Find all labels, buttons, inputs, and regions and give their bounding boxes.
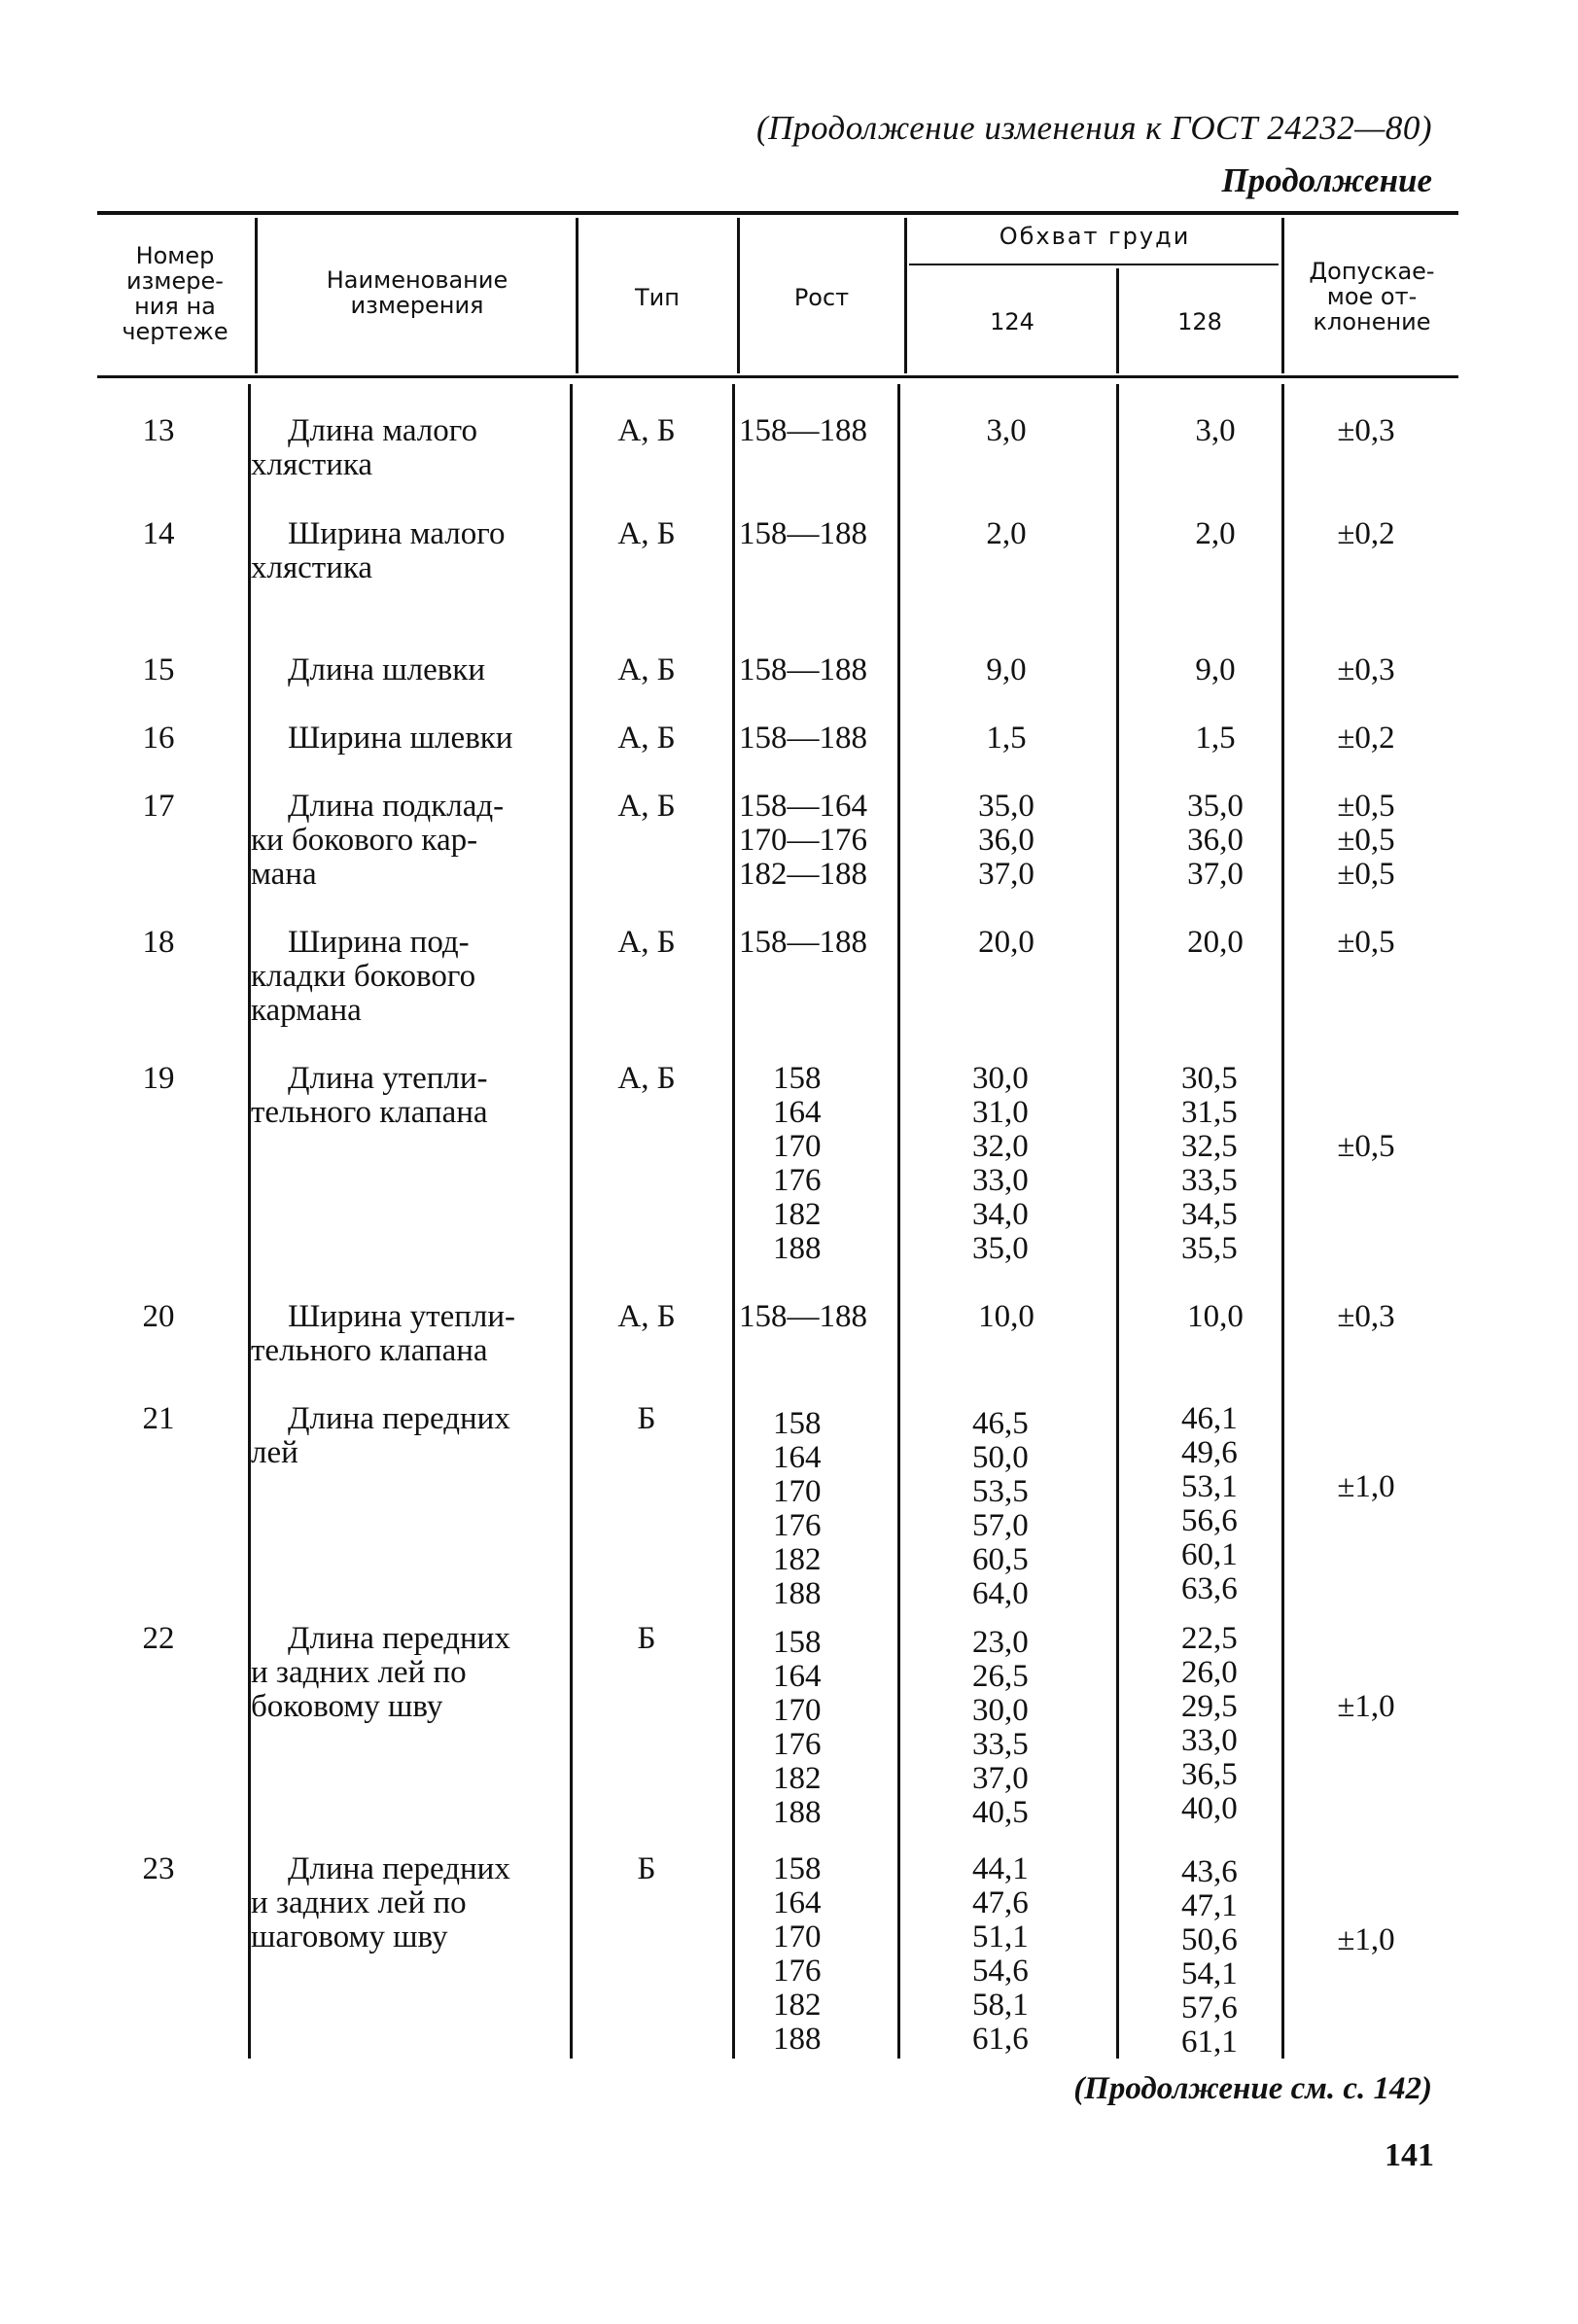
row-chest-128: 30,5 31,5 32,5 33,5 34,5 35,5 — [1181, 1061, 1238, 1266]
row-number: 18 — [142, 925, 175, 960]
col-header-chest-group: Обхват груди — [999, 223, 1191, 250]
row-type: А, Б — [617, 1061, 676, 1096]
row-chest-124: 9,0 — [986, 652, 1027, 687]
table-top-rule — [97, 211, 1458, 215]
row-tolerance: ±1,0 — [1337, 1689, 1395, 1724]
row-chest-124: 46,5 50,0 53,5 57,0 60,5 64,0 — [972, 1406, 1029, 1611]
row-chest-124: 1,5 — [986, 721, 1027, 756]
row-chest-124: 23,0 26,5 30,0 33,5 37,0 40,5 — [972, 1625, 1029, 1830]
row-chest-124: 35,0 36,0 37,0 — [978, 789, 1034, 892]
row-name: Длина передних лей — [251, 1401, 510, 1470]
row-height: 158—164 170—176 182—188 — [739, 789, 867, 892]
row-number: 14 — [142, 516, 175, 551]
row-type: А, Б — [617, 721, 676, 756]
row-height: 158 164 170 176 182 188 — [773, 1625, 822, 1830]
header-col-divider — [255, 218, 258, 373]
row-name: Длина подклад- ки бокового кар- мана — [251, 789, 505, 892]
row-name: Ширина утепли- тельного клапана — [251, 1299, 516, 1368]
row-chest-128: 35,0 36,0 37,0 — [1187, 789, 1244, 892]
col-header-name: Наименование измерения — [326, 266, 508, 319]
row-tolerance: ±0,3 — [1337, 652, 1395, 687]
row-chest-124: 2,0 — [986, 516, 1027, 551]
row-chest-124: 20,0 — [978, 925, 1034, 960]
col-header-tolerance: Допускае- мое от- клонение — [1309, 258, 1435, 335]
row-chest-128: 22,5 26,0 29,5 33,0 36,5 40,0 — [1181, 1621, 1238, 1826]
row-height: 158 164 170 176 182 188 — [773, 1406, 822, 1611]
header-col-divider — [576, 218, 579, 373]
row-chest-128: 20,0 — [1187, 925, 1244, 960]
header-col-divider — [1116, 268, 1119, 373]
row-chest-128: 46,1 49,6 53,1 56,6 60,1 63,6 — [1181, 1401, 1238, 1606]
header-col-divider — [1281, 218, 1284, 373]
row-type: Б — [637, 1401, 656, 1436]
row-number: 23 — [142, 1851, 175, 1886]
row-name: Длина передних и задних лей по боковому шву — [251, 1621, 510, 1724]
row-type: А, Б — [617, 1299, 676, 1334]
row-height: 158—188 — [739, 652, 867, 687]
row-chest-128: 9,0 — [1195, 652, 1236, 687]
chest-group-rule — [909, 264, 1279, 265]
row-type: А, Б — [617, 652, 676, 687]
col-header-chest-128: 128 — [1177, 308, 1222, 335]
body-col-divider — [732, 384, 735, 2059]
row-number: 15 — [142, 652, 175, 687]
continued-on-page-note: (Продолжение см. с. 142) — [1073, 2071, 1432, 2106]
row-type: А, Б — [617, 925, 676, 960]
body-col-divider — [1116, 384, 1119, 2059]
row-chest-124: 44,1 47,6 51,1 54,6 58,1 61,6 — [972, 1851, 1029, 2057]
row-type: Б — [637, 1621, 656, 1656]
row-name: Длина утепли- тельного клапана — [251, 1061, 488, 1130]
col-header-chest-124: 124 — [990, 308, 1034, 335]
row-tolerance: ±0,3 — [1337, 413, 1395, 448]
row-chest-128: 3,0 — [1195, 413, 1236, 448]
row-number: 13 — [142, 413, 175, 448]
document-header-note: (Продолжение изменения к ГОСТ 24232—80) — [756, 109, 1432, 147]
row-tolerance: ±0,2 — [1337, 721, 1395, 756]
row-tolerance: ±0,5 — [1337, 925, 1395, 960]
row-chest-128: 10,0 — [1187, 1299, 1244, 1334]
row-chest-124: 3,0 — [986, 413, 1027, 448]
row-chest-128: 2,0 — [1195, 516, 1236, 551]
col-header-height: Рост — [793, 284, 850, 311]
row-height: 158—188 — [739, 721, 867, 756]
row-height: 158—188 — [739, 413, 867, 448]
row-number: 22 — [142, 1621, 175, 1656]
row-type: А, Б — [617, 413, 676, 448]
row-number: 21 — [142, 1401, 175, 1436]
row-number: 17 — [142, 789, 175, 824]
row-height: 158—188 — [739, 516, 867, 551]
row-tolerance: ±0,2 — [1337, 516, 1395, 551]
row-type: А, Б — [617, 789, 676, 824]
body-col-divider — [897, 384, 900, 2059]
page-number: 141 — [1385, 2137, 1434, 2173]
row-name: Длина малого хлястика — [251, 413, 477, 482]
row-type: А, Б — [617, 516, 676, 551]
body-col-divider — [570, 384, 573, 2059]
table-header-bottom-rule — [97, 375, 1458, 378]
row-name: Длина шлевки — [288, 652, 485, 687]
row-name: Ширина шлевки — [288, 721, 513, 756]
row-chest-128: 1,5 — [1195, 721, 1236, 756]
row-chest-124: 30,0 31,0 32,0 33,0 34,0 35,0 — [972, 1061, 1029, 1266]
row-height: 158—188 — [739, 925, 867, 960]
row-tolerance: ±1,0 — [1337, 1922, 1395, 1957]
row-chest-124: 10,0 — [978, 1299, 1034, 1334]
row-chest-128: 43,6 47,1 50,6 54,1 57,6 61,1 — [1181, 1854, 1238, 2060]
row-height: 158 164 170 176 182 188 — [773, 1061, 822, 1266]
row-name: Ширина под- кладки бокового кармана — [251, 925, 476, 1028]
row-tolerance: ±0,3 — [1337, 1299, 1395, 1334]
row-height: 158—188 — [739, 1299, 867, 1334]
row-tolerance: ±0,5 ±0,5 ±0,5 — [1337, 789, 1395, 892]
continuation-label: Продолжение — [1221, 161, 1432, 199]
row-tolerance: ±0,5 — [1337, 1129, 1395, 1164]
header-col-divider — [904, 218, 907, 373]
row-name: Ширина малого хлястика — [251, 516, 506, 585]
col-header-number: Номер измере- ния на чертеже — [122, 242, 228, 345]
row-name: Длина передних и задних лей по шаговому шву — [251, 1851, 510, 1954]
row-tolerance: ±1,0 — [1337, 1469, 1395, 1504]
row-number: 16 — [142, 721, 175, 756]
row-type: Б — [637, 1851, 656, 1886]
body-col-divider — [248, 384, 251, 2059]
row-number: 19 — [142, 1061, 175, 1096]
row-height: 158 164 170 176 182 188 — [773, 1851, 822, 2057]
col-header-type: Тип — [635, 284, 680, 311]
header-col-divider — [737, 218, 740, 373]
row-number: 20 — [142, 1299, 175, 1334]
